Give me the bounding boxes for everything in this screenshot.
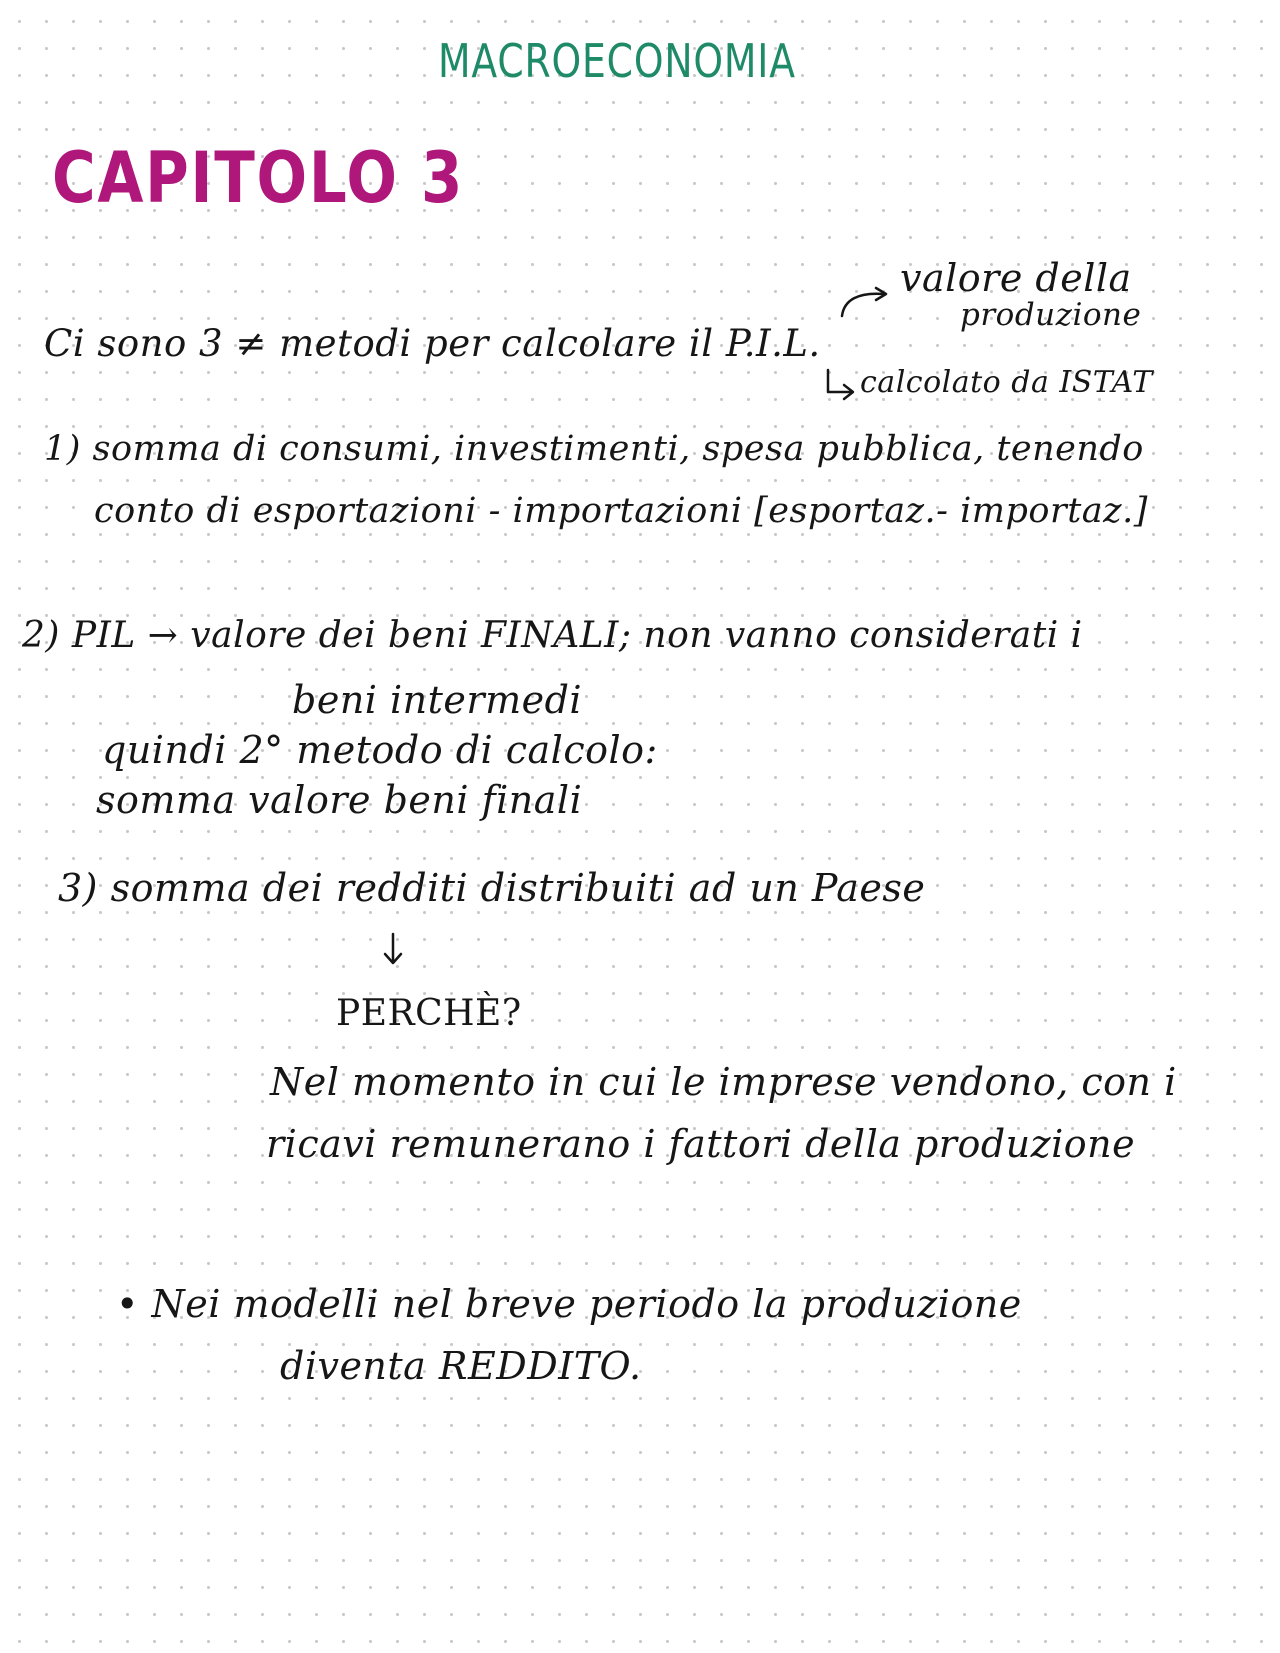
- curved-arrow-icon: [836, 282, 896, 322]
- method-3-answer-line2: ricavi remunerano i fattori della produzione: [266, 1122, 1136, 1166]
- page-title: MACROECONOMIA: [438, 34, 796, 88]
- method-2-line1: 2) PIL → valore dei beni FINALI; non vanno considerati i: [22, 615, 1083, 656]
- down-arrow-icon: [378, 930, 408, 970]
- chapter-heading: CAPITOLO 3: [52, 137, 465, 219]
- note-valore-line2: produzione: [960, 297, 1142, 333]
- note-valore-line1: valore della: [900, 256, 1132, 300]
- method-2-line2: beni intermedi: [292, 678, 583, 722]
- note-line1: • Nei modelli nel breve periodo la produzione: [116, 1282, 1022, 1326]
- method-3-question: PERCHÈ?: [336, 993, 522, 1034]
- intro-text: Ci sono 3 ≠ metodi per calcolare il P.I.L.: [44, 322, 821, 365]
- method-2-line3: quindi 2° metodo di calcolo:: [102, 728, 658, 772]
- note-line2: diventa REDDITO.: [280, 1344, 642, 1388]
- hook-arrow-icon: [822, 366, 862, 406]
- note-istat: calcolato da ISTAT: [860, 365, 1153, 400]
- method-2-line4: somma valore beni finali: [96, 778, 583, 822]
- method-3-line1: 3) somma dei redditi distribuiti ad un Paese: [58, 866, 926, 910]
- method-3-answer-line1: Nel momento in cui le imprese vendono, con i: [270, 1060, 1177, 1104]
- method-1-line1: 1) somma di consumi, investimenti, spesa pubblica, tenendo: [44, 429, 1144, 469]
- method-1-line2: conto di esportazioni - importazioni [esportaz.- importaz.]: [94, 491, 1148, 531]
